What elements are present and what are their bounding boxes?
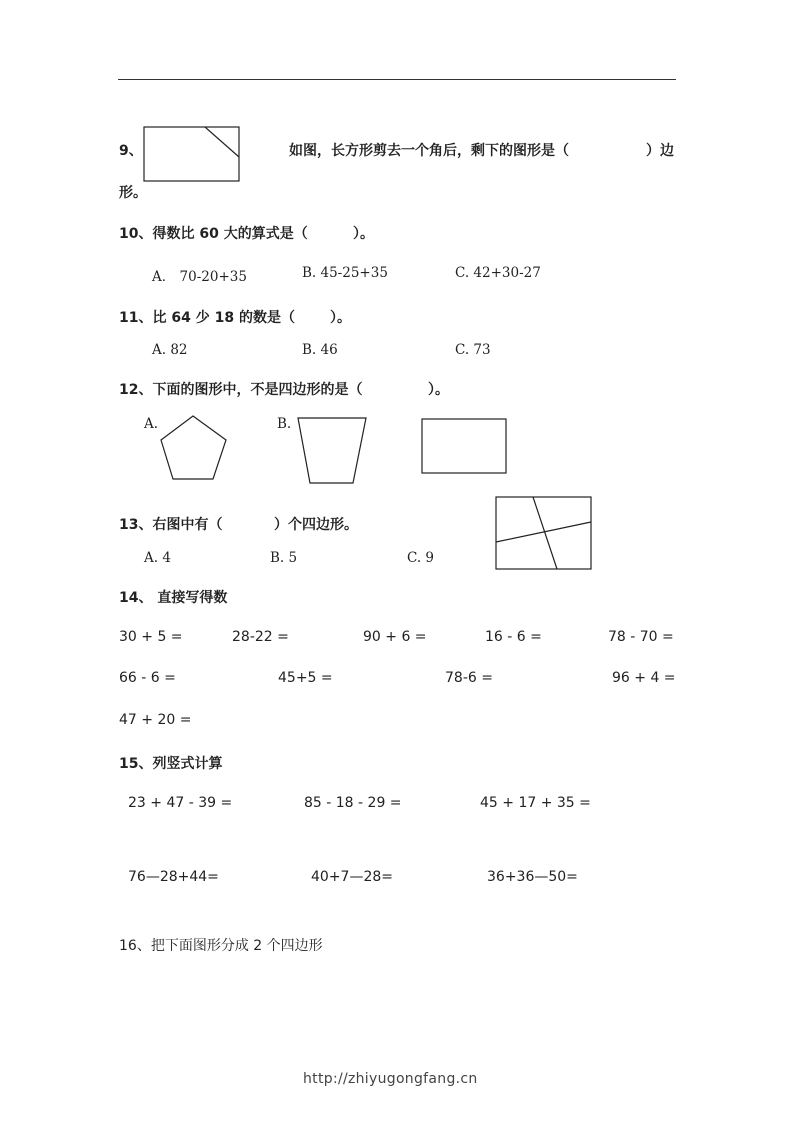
footer-url: http://zhiyugongfang.cn [303,1071,478,1087]
q9-blank-close: ）边 [646,143,674,159]
q13-stem: 13、右图中有（ [119,517,223,533]
q12-label-a: A. [144,416,159,432]
q15-item: 23 + 47 - 39 = [128,795,233,811]
q12-trapezoid-figure [297,417,369,485]
q14-item: 45+5 = [278,670,333,686]
q10-stem: 10、得数比 60 大的算式是（ [119,226,308,242]
q13-option-b: B. 5 [270,550,298,566]
q14-item: 30 + 5 = [119,629,183,645]
q10-option-c: C. 42+30-27 [455,265,541,281]
q14-item: 96 + 4 = [612,670,676,686]
q9-number: 9、 [119,143,143,159]
q11-option-c: C. 73 [455,342,491,358]
q14-item: 66 - 6 = [119,670,176,686]
q12-pentagon-figure [160,415,228,481]
q9-question-text: 如图，长方形剪去一个角后，剩下的图形是（ [289,143,569,159]
q15-item: 76—28+44= [128,869,219,885]
q14-item: 78-6 = [445,670,493,686]
q10-stem-close: ）。 [353,226,374,242]
header-rule [118,79,676,80]
q11-option-b: B. 46 [302,342,338,358]
q14-item: 16 - 6 = [485,629,542,645]
q16-title: 16、把下面图形分成 2 个四边形 [119,938,323,954]
q11-option-a: A. 82 [152,342,188,358]
q12-rectangle-figure [421,418,509,475]
q10-option-a: A． 70-20+35 [152,269,247,285]
q11-stem: 11、比 64 少 18 的数是（ [119,310,295,326]
q9-line2: 形。 [119,185,147,201]
q15-item: 36+36—50= [487,869,578,885]
q12-label-b: B. [277,416,292,432]
q9-cut-rectangle-figure [143,126,241,182]
q13-divided-rectangle-figure [495,496,593,571]
q11-stem-close: ）。 [330,310,351,326]
q13-option-a: A. 4 [144,550,171,566]
q13-stem-close: ）个四边形。 [274,517,358,533]
q14-item: 78 - 70 = [608,629,674,645]
q15-title: 15、列竖式计算 [119,756,223,772]
q14-item: 90 + 6 = [363,629,427,645]
q12-stem-close: ）。 [428,382,449,398]
q15-item: 85 - 18 - 29 = [304,795,402,811]
q15-item: 45 + 17 + 35 = [480,795,591,811]
q12-stem: 12、下面的图形中，不是四边形的是（ [119,382,363,398]
q10-option-b: B. 45-25+35 [302,265,388,281]
q14-title: 14、 直接写得数 [119,590,228,606]
q15-item: 40+7—28= [311,869,393,885]
q14-item: 28-22 = [232,629,289,645]
q13-option-c: C. 9 [407,550,435,566]
q14-item: 47 + 20 = [119,712,192,728]
